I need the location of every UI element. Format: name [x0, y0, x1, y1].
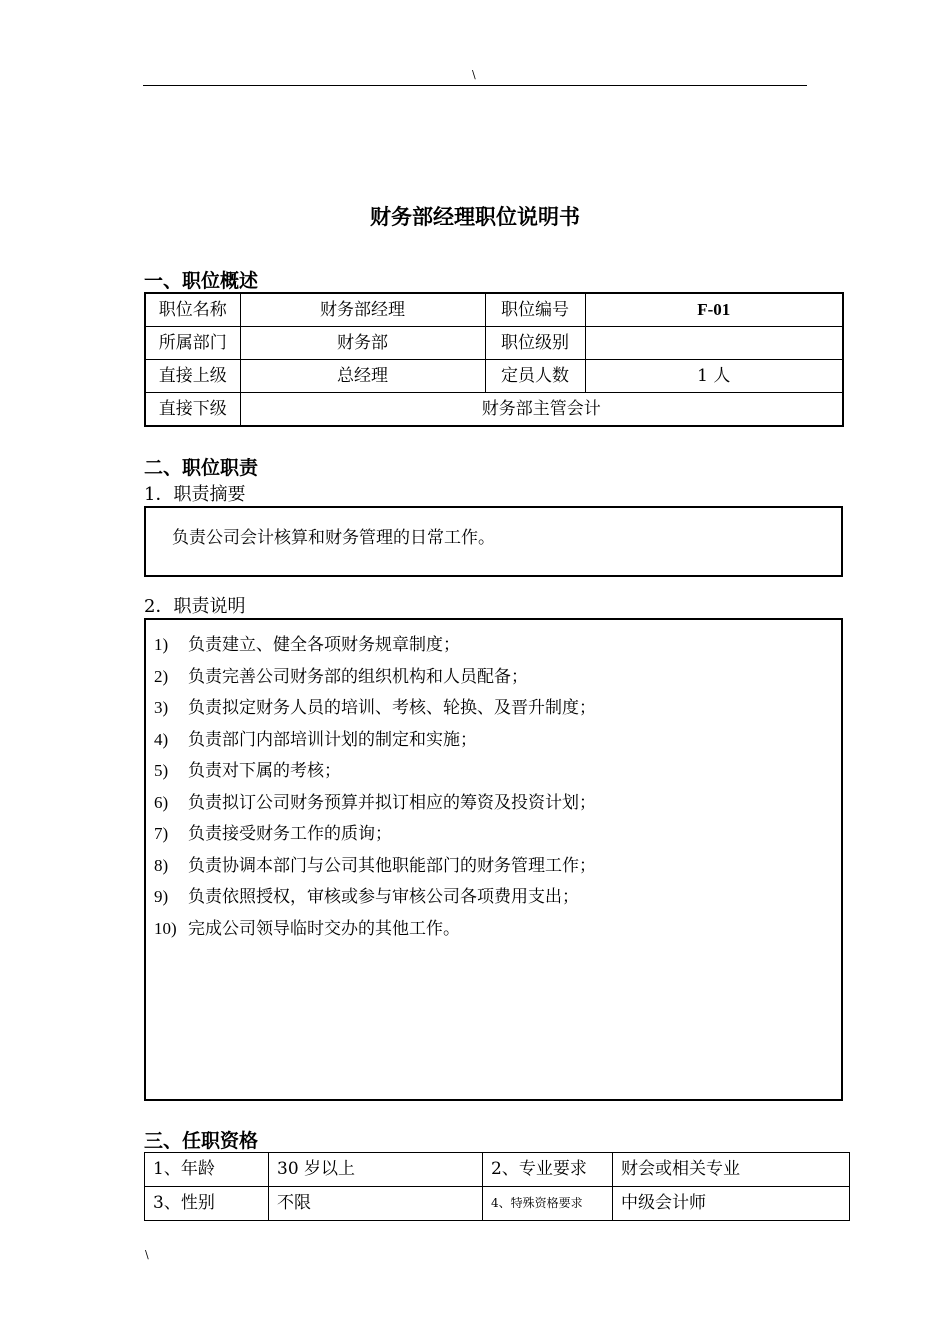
table-cell: 职位编号 — [485, 293, 585, 327]
table-cell: 职位级别 — [485, 327, 585, 360]
table-row — [145, 360, 843, 393]
list-item-number: 8) — [154, 856, 169, 875]
list-item — [154, 756, 341, 781]
summary-heading: 1．职责摘要 — [144, 484, 246, 505]
table-cell: 所属部门 — [145, 327, 240, 360]
table-cell: 财务部主管会计 — [240, 393, 843, 427]
list-item-text: 负责建立、健全各项财务规章制度； — [188, 635, 460, 655]
summary-text: 负责公司会计核算和财务管理的日常工作。 — [172, 528, 495, 548]
table-row — [145, 1187, 850, 1221]
list-item-text: 完成公司领导临时交办的其他工作。 — [188, 919, 460, 939]
header-rule — [143, 85, 807, 86]
table-cell: 1 人 — [585, 360, 843, 393]
header-mark: \ — [472, 68, 476, 81]
list-item-text: 负责协调本部门与公司其他职能部门的财务管理工作； — [188, 856, 596, 876]
table-row — [145, 393, 843, 427]
list-item — [154, 630, 460, 655]
list-item-number: 1) — [154, 635, 169, 654]
list-item-number: 2) — [154, 667, 169, 686]
table-cell: 1、年龄 — [145, 1153, 269, 1187]
table-cell: 2、专业要求 — [483, 1153, 613, 1187]
table-row — [145, 1153, 850, 1187]
list-item-number: 7) — [154, 824, 169, 843]
list-item-text: 负责完善公司财务部的组织机构和人员配备； — [188, 667, 528, 687]
section-heading-qualifications: 三、任职资格 — [144, 1130, 259, 1152]
list-item-text: 负责部门内部培训计划的制定和实施； — [188, 730, 477, 750]
list-item-text: 负责对下属的考核； — [188, 761, 341, 781]
table-cell: 定员人数 — [485, 360, 585, 393]
list-item-number: 4) — [154, 730, 169, 749]
table-row — [145, 293, 843, 327]
duties-heading: 2．职责说明 — [144, 596, 246, 617]
table-cell: 不限 — [269, 1187, 483, 1221]
qualifications-table — [144, 1152, 850, 1221]
list-item-number: 10) — [154, 919, 177, 938]
list-item — [154, 662, 528, 687]
table-cell: 财务部 — [240, 327, 485, 360]
table-cell: 直接上级 — [145, 360, 240, 393]
table-cell: 3、性别 — [145, 1187, 269, 1221]
table-row — [145, 327, 843, 360]
table-cell: 4、特殊资格要求 — [483, 1187, 613, 1221]
list-item-text: 负责接受财务工作的质询； — [188, 824, 392, 844]
list-item-number: 9) — [154, 887, 169, 906]
document-title: 财务部经理职位说明书 — [370, 205, 580, 229]
table-cell — [585, 327, 843, 360]
summary-box — [144, 506, 843, 577]
list-item-text: 负责依照授权，审核或参与审核公司各项费用支出； — [188, 887, 579, 907]
list-item — [154, 819, 392, 844]
list-item — [154, 788, 596, 813]
section-heading-duties: 二、职位职责 — [144, 457, 259, 479]
overview-table — [144, 292, 844, 427]
table-cell: 总经理 — [240, 360, 485, 393]
table-cell: 直接下级 — [145, 393, 240, 427]
list-item — [154, 914, 460, 939]
list-item-text: 负责拟定财务人员的培训、考核、轮换、及晋升制度； — [188, 698, 596, 718]
list-item-number: 3) — [154, 698, 169, 717]
list-item-number: 5) — [154, 761, 169, 780]
list-item-number: 6) — [154, 793, 169, 812]
list-item — [154, 693, 596, 718]
list-item-text: 负责拟订公司财务预算并拟订相应的筹资及投资计划； — [188, 793, 596, 813]
table-cell: 财会或相关专业 — [613, 1153, 850, 1187]
table-cell: 职位名称 — [145, 293, 240, 327]
list-item — [154, 851, 596, 876]
list-item — [154, 725, 477, 750]
table-cell: F-01 — [585, 293, 843, 327]
table-cell: 30 岁以上 — [269, 1153, 483, 1187]
table-cell: 财务部经理 — [240, 293, 485, 327]
section-heading-overview: 一、职位概述 — [144, 270, 259, 292]
table-cell: 中级会计师 — [613, 1187, 850, 1221]
list-item — [154, 882, 579, 907]
footer-mark: \ — [145, 1248, 149, 1261]
duties-box — [144, 618, 843, 1101]
